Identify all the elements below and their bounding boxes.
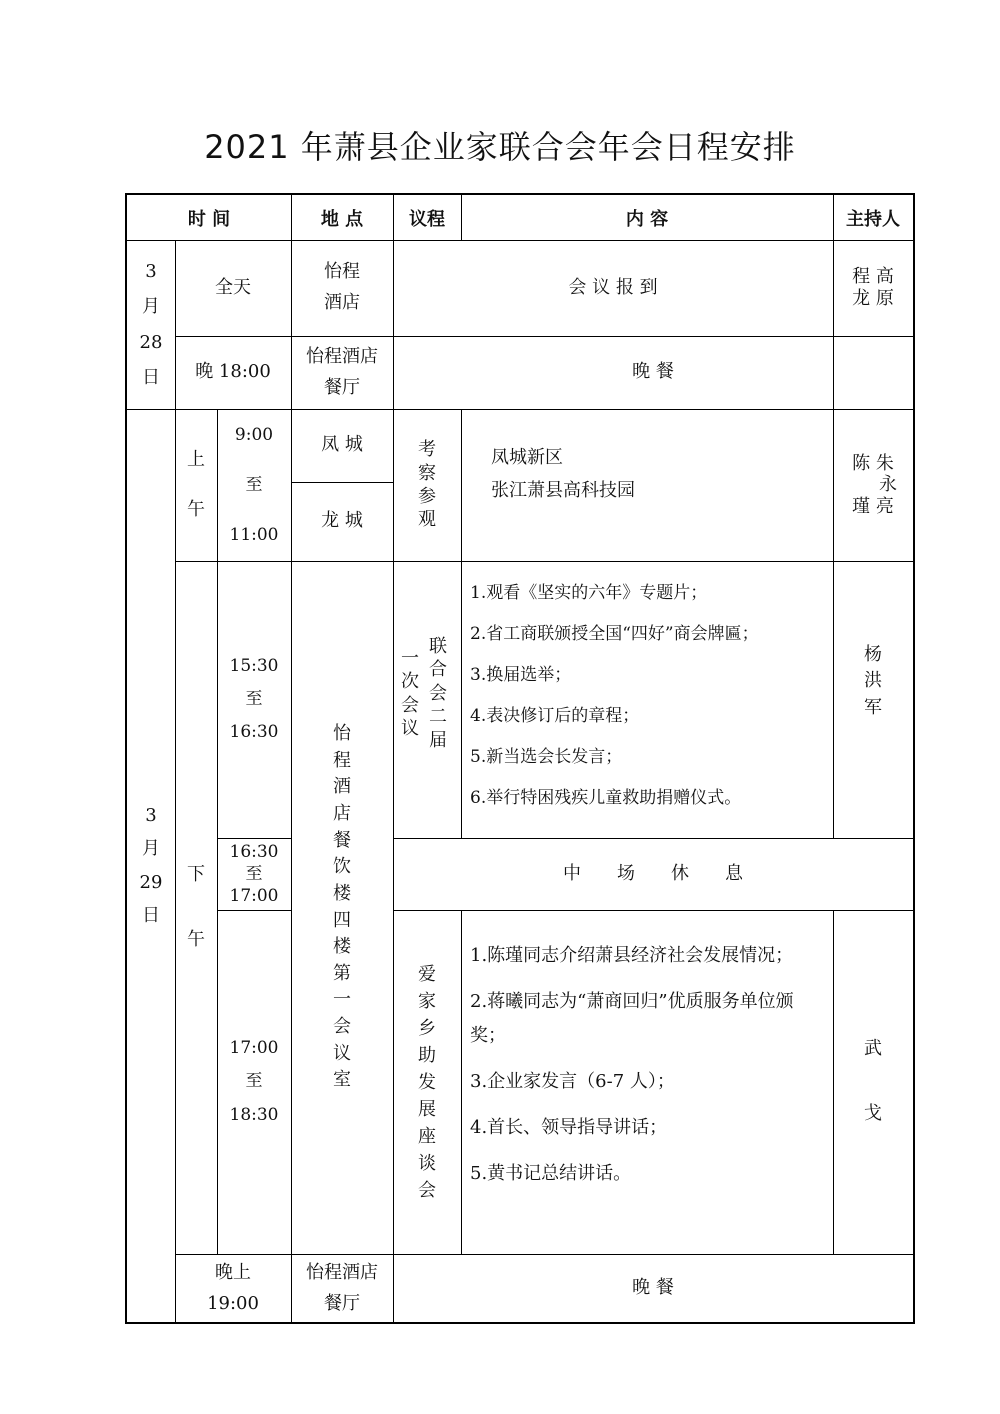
time-line: 15:30 bbox=[229, 655, 279, 676]
period-char: 午 bbox=[187, 928, 205, 950]
evening-content: 晚 餐 bbox=[632, 1276, 674, 1298]
time-line: 18:30 bbox=[229, 1104, 279, 1125]
place-char: 一 bbox=[333, 989, 351, 1011]
session1-agenda bbox=[393, 561, 461, 838]
agenda-char: 展 bbox=[418, 1098, 436, 1120]
session1-time bbox=[217, 561, 291, 838]
content-line: 1.陈瑾同志介绍萧县经济社会发展情况； bbox=[470, 945, 794, 966]
agenda-char: 联 bbox=[429, 636, 447, 657]
agenda-char: 爱 bbox=[418, 963, 436, 985]
agenda-char: 参 bbox=[418, 486, 436, 507]
date-char: 28 bbox=[139, 331, 163, 353]
agenda-char: 观 bbox=[418, 509, 436, 531]
agenda-char: 谈 bbox=[418, 1152, 436, 1174]
time-line: 17:00 bbox=[229, 1038, 279, 1059]
host-line: 陈 朱 bbox=[852, 452, 894, 474]
session3-content bbox=[470, 939, 810, 1203]
place-line: 怡程 bbox=[324, 261, 360, 283]
content-line: 3.企业家发言（6-7 人）； bbox=[470, 1071, 675, 1092]
content-line: 6.举行特困残疾儿童救助捐赠仪式。 bbox=[470, 788, 742, 808]
place-line: 餐厅 bbox=[324, 376, 360, 398]
period-char: 午 bbox=[187, 499, 205, 520]
agenda-char: 察 bbox=[418, 462, 436, 484]
session1-content bbox=[470, 585, 830, 831]
time-line: 11:00 bbox=[229, 525, 279, 546]
agenda-char: 乡 bbox=[418, 1017, 436, 1039]
time-line: 至 bbox=[245, 863, 263, 884]
host-char: 戈 bbox=[864, 1103, 882, 1124]
place-char: 餐 bbox=[333, 829, 351, 851]
period-char: 下 bbox=[187, 863, 205, 885]
host-char: 武 bbox=[864, 1038, 882, 1060]
evening-place bbox=[291, 1254, 393, 1322]
agenda-char: 合 bbox=[429, 659, 447, 681]
morning-time bbox=[217, 409, 291, 561]
place-char: 议 bbox=[333, 1042, 351, 1064]
place-line: 餐厅 bbox=[324, 1293, 360, 1314]
agenda-char: 家 bbox=[418, 990, 436, 1012]
time-line: 至 bbox=[245, 1071, 263, 1092]
host-line: 瑾 亮 bbox=[852, 495, 894, 517]
time-line: 16:30 bbox=[229, 841, 279, 862]
host-char: 杨 bbox=[864, 644, 882, 666]
date-char: 日 bbox=[142, 904, 160, 926]
place-char: 怡 bbox=[333, 723, 351, 745]
agenda-char: 助 bbox=[418, 1044, 436, 1066]
col-divider bbox=[461, 409, 462, 838]
time-line: 17:00 bbox=[229, 886, 279, 907]
afternoon-place bbox=[291, 561, 393, 1254]
afternoon-period bbox=[175, 561, 217, 1254]
day1-row2-place bbox=[291, 336, 393, 409]
schedule-table bbox=[125, 193, 915, 1324]
content-line: 凤城新区 bbox=[491, 447, 563, 468]
content-line: 2.省工商联颁授全国“四好”商会牌匾； bbox=[470, 624, 759, 644]
morning-content bbox=[491, 441, 821, 508]
day1-date bbox=[127, 240, 175, 409]
place-char: 四 bbox=[333, 909, 351, 931]
agenda-char: 座 bbox=[418, 1125, 436, 1147]
time-line: 16:30 bbox=[229, 722, 279, 743]
day1-row1-time: 全天 bbox=[215, 276, 251, 298]
time-line: 9:00 bbox=[234, 424, 274, 445]
place-char: 会 bbox=[333, 1016, 351, 1037]
content-line: 1.观看《坚实的六年》专题片； bbox=[470, 583, 708, 603]
session3-time bbox=[217, 910, 291, 1254]
session1-host bbox=[833, 561, 913, 838]
place-char: 楼 bbox=[333, 882, 351, 904]
session2-time bbox=[217, 838, 291, 910]
content-line: 4.首长、领导指导讲话； bbox=[470, 1117, 668, 1138]
col-divider bbox=[461, 910, 462, 1254]
content-line: 3.换届选举； bbox=[470, 665, 572, 685]
agenda-char: 考 bbox=[418, 439, 436, 461]
header-time: 时 间 bbox=[187, 208, 231, 230]
place-line: 怡程酒店 bbox=[306, 345, 378, 367]
day1-row2-content: 晚 餐 bbox=[632, 361, 674, 383]
place-char: 饮 bbox=[333, 856, 351, 878]
header-agenda: 议程 bbox=[409, 208, 445, 230]
date-char: 月 bbox=[142, 296, 160, 318]
agenda-char: 次 bbox=[401, 671, 419, 693]
place-char: 室 bbox=[333, 1069, 351, 1091]
header-host: 主持人 bbox=[846, 208, 900, 230]
content-line: 5.黄书记总结讲话。 bbox=[470, 1163, 632, 1184]
day1-row1-content: 会 议 报 到 bbox=[568, 276, 658, 298]
host-line: 程 高 bbox=[852, 265, 894, 287]
header-place: 地 点 bbox=[320, 208, 364, 230]
host-line: 龙 原 bbox=[852, 288, 894, 309]
place-char: 第 bbox=[333, 962, 351, 984]
header-content: 内 容 bbox=[625, 208, 669, 230]
content-line: 4.表决修订后的章程； bbox=[470, 706, 640, 726]
evening-time bbox=[175, 1254, 291, 1322]
day1-row2-time: 晚 18:00 bbox=[195, 361, 271, 383]
day1-row1-place bbox=[291, 240, 393, 336]
morning-place-1: 凤 城 bbox=[321, 434, 363, 456]
session3-host bbox=[833, 910, 913, 1254]
page-title: 2021 年萧县企业家联合会年会日程安排 bbox=[204, 128, 796, 166]
content-line: 张江萧县高科技园 bbox=[491, 480, 635, 502]
agenda-char: 一 bbox=[401, 648, 419, 669]
day1-row1-host bbox=[833, 240, 913, 336]
host-char: 洪 bbox=[864, 670, 882, 692]
date-char: 3 bbox=[145, 804, 157, 826]
period-char: 上 bbox=[187, 448, 205, 470]
agenda-char: 会 bbox=[418, 1179, 436, 1201]
morning-host bbox=[833, 409, 913, 561]
time-line: 至 bbox=[245, 474, 263, 495]
day2-date bbox=[127, 409, 175, 1322]
morning-place-2: 龙 城 bbox=[321, 510, 363, 532]
place-char: 程 bbox=[333, 749, 351, 771]
morning-agenda bbox=[393, 409, 461, 561]
agenda-char: 届 bbox=[429, 729, 447, 751]
place-line: 酒店 bbox=[324, 292, 360, 313]
morning-period bbox=[175, 409, 217, 561]
place-line: 怡程酒店 bbox=[306, 1261, 378, 1283]
agenda-char: 二 bbox=[429, 706, 447, 728]
date-char: 29 bbox=[139, 871, 163, 893]
session2-content: 中 场 休 息 bbox=[563, 862, 743, 884]
agenda-char: 发 bbox=[418, 1071, 436, 1093]
agenda-char: 会 bbox=[401, 694, 419, 716]
date-char: 月 bbox=[142, 838, 160, 860]
time-line: 至 bbox=[245, 688, 263, 709]
content-line: 5.新当选会长发言； bbox=[470, 747, 623, 767]
place-char: 店 bbox=[333, 803, 351, 824]
place-char: 酒 bbox=[333, 776, 351, 798]
time-line: 19:00 bbox=[207, 1293, 259, 1314]
date-char: 3 bbox=[145, 261, 157, 283]
agenda-char: 议 bbox=[401, 718, 419, 740]
host-char: 军 bbox=[864, 696, 882, 718]
agenda-char: 会 bbox=[429, 682, 447, 704]
content-line: 2.蒋曦同志为“萧商回归”优质服务单位颁奖； bbox=[470, 991, 794, 1046]
place-char: 楼 bbox=[333, 936, 351, 958]
session3-agenda bbox=[393, 910, 461, 1254]
date-char: 日 bbox=[142, 366, 160, 388]
host-line: 永 bbox=[879, 474, 897, 496]
time-line: 晚上 bbox=[215, 1261, 251, 1283]
